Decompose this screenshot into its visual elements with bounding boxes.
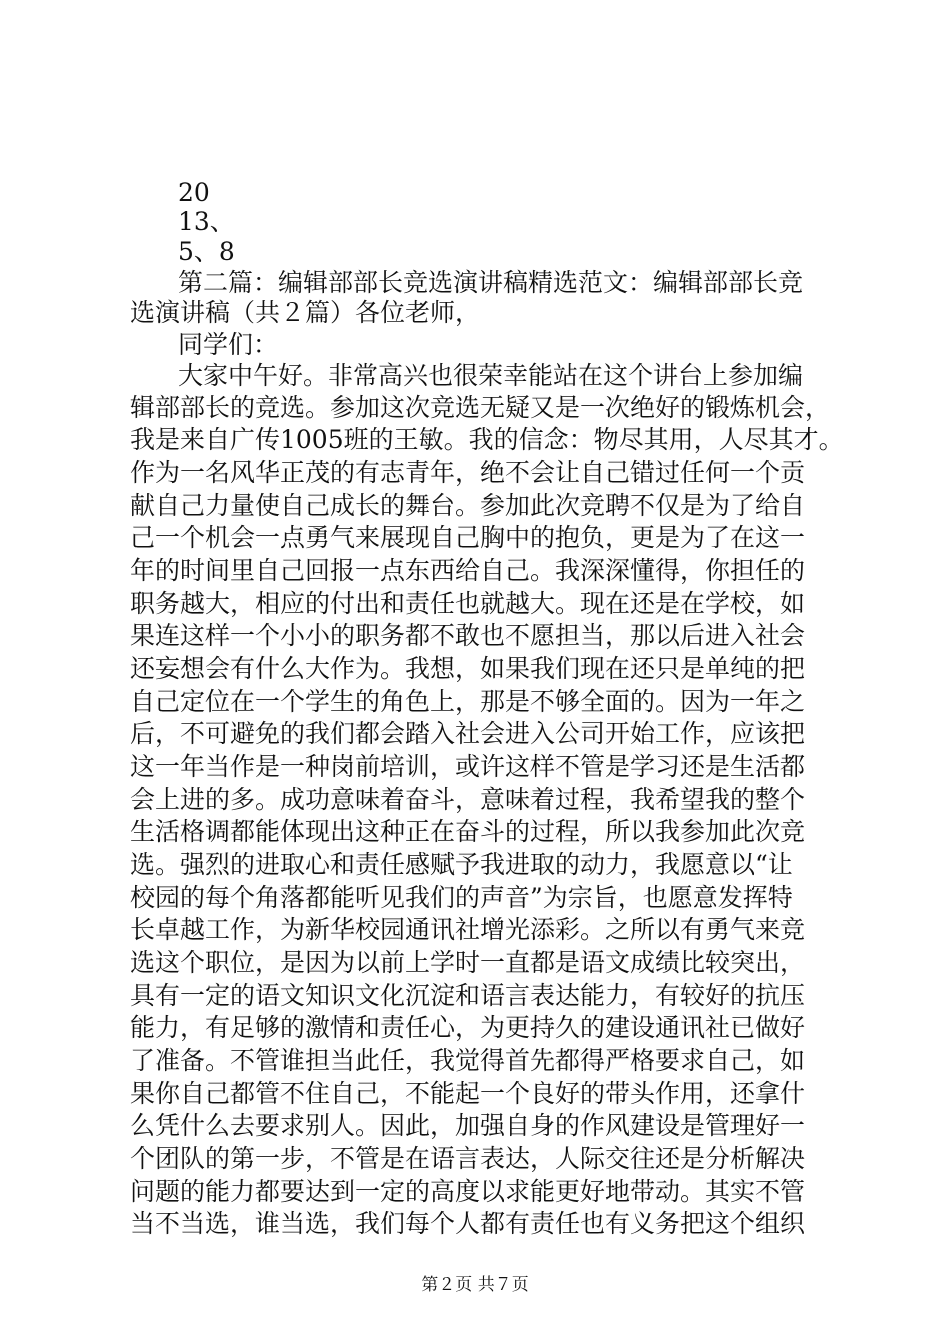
text-line: 校园的每个角落都能听见我们的声音”为宗旨，也愿意发挥特 [130, 883, 793, 912]
text-line: 选。强烈的进取心和责任感赋予我进取的动力，我愿意以“让 [130, 850, 793, 879]
text-line: 5、8 [178, 237, 235, 266]
text-line: 生活格调都能体现出这种正在奋斗的过程，所以我参加此次竞 [130, 817, 806, 846]
text-line: 会上进的多。成功意味着奋斗，意味着过程，我希望我的整个 [130, 785, 806, 814]
text-line: 职务越大，相应的付出和责任也就越大。现在还是在学校，如 [130, 589, 806, 618]
text-line: 长卓越工作，为新华校园通讯社增光添彩。之所以有勇气来竞 [130, 915, 806, 944]
text-line: 献自己力量使自己成长的舞台。参加此次竞聘不仅是为了给自 [130, 491, 806, 520]
page-number-footer: 第２页 共７页 [421, 1275, 529, 1295]
text-line: 当不当选，谁当选，我们每个人都有责任也有义务把这个组织 [130, 1209, 806, 1238]
text-line: 还妄想会有什么大作为。我想，如果我们现在还只是单纯的把 [130, 654, 806, 683]
text-line: 同学们： [178, 330, 279, 359]
text-line: 年的时间里自己回报一点东西给自己。我深深懂得，你担任的 [130, 556, 806, 585]
text-line: 作为一名风华正茂的有志青年，绝不会让自己错过任何一个贡 [130, 458, 806, 487]
text-line: 果你自己都管不住自己，不能起一个良好的带头作用，还拿什 [130, 1079, 806, 1108]
text-line: 20 [178, 178, 210, 207]
text-line: 后，不可避免的我们都会踏入社会进入公司开始工作，应该把 [130, 719, 806, 748]
text-line: 个团队的第一步，不管是在语言表达，人际交往还是分析解决 [130, 1144, 806, 1173]
text-line: 么凭什么去要求别人。因此，加强自身的作风建设是管理好一 [130, 1111, 806, 1140]
text-line: 我是来自广传1005班的王敏。我的信念：物尽其用，人尽其才。 [130, 425, 844, 454]
text-line: 选这个职位，是因为以前上学时一直都是语文成绩比较突出， [130, 948, 806, 977]
text-line: 大家中午好。非常高兴也很荣幸能站在这个讲台上参加编 [178, 361, 804, 390]
text-line: 了准备。不管谁担当此任，我觉得首先都得严格要求自己，如 [130, 1046, 806, 1075]
text-line: 问题的能力都要达到一定的高度以求能更好地带动。其实不管 [130, 1177, 806, 1206]
text-line: 这一年当作是一种岗前培训，或许这样不管是学习还是生活都 [130, 752, 806, 781]
text-line: 果连这样一个小小的职务都不敢也不愿担当，那以后进入社会 [130, 621, 806, 650]
text-line: 己一个机会一点勇气来展现自己胸中的抱负，更是为了在这一 [130, 523, 806, 552]
text-line: 辑部部长的竞选。参加这次竞选无疑又是一次绝好的锻炼机会， [130, 393, 831, 422]
text-line: 选演讲稿（共２篇）各位老师， [130, 298, 481, 327]
text-line: 13、 [178, 207, 235, 236]
text-line: 自己定位在一个学生的角色上，那是不够全面的。因为一年之 [130, 687, 806, 716]
text-line: 第二篇：编辑部部长竞选演讲稿精选范文：编辑部部长竞 [178, 268, 804, 297]
text-line: 能力，有足够的激情和责任心，为更持久的建设通讯社已做好 [130, 1013, 806, 1042]
text-line: 具有一定的语文知识文化沉淀和语言表达能力，有较好的抗压 [130, 981, 806, 1010]
